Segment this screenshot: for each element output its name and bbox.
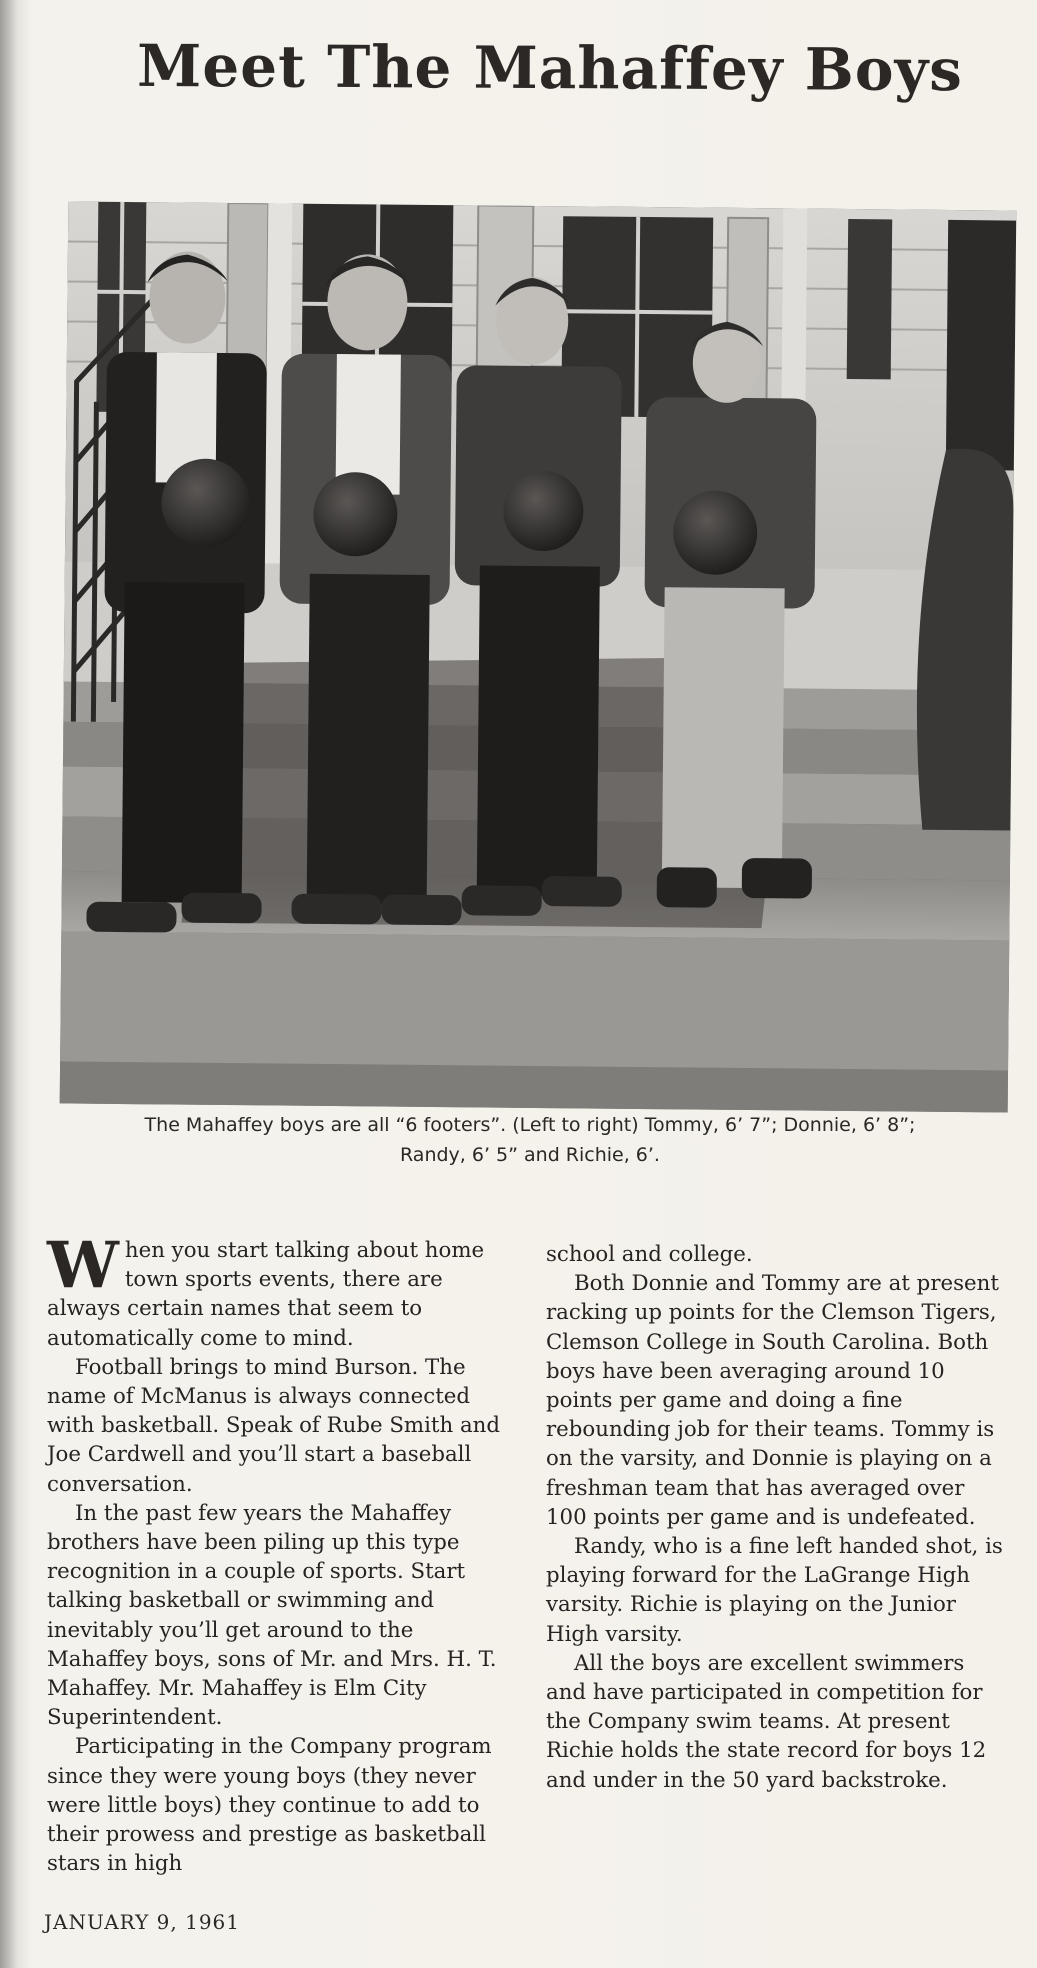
- photo-illustration: [60, 201, 1017, 1112]
- drop-cap: W: [47, 1228, 119, 1303]
- article-column-left: [47, 1228, 509, 1878]
- paragraph-1: [47, 1228, 509, 1353]
- paragraph-1-text: hen you start talking about home town sports events, there are always certain names that seem to automatically come to mind.: [47, 1238, 485, 1351]
- binding-shadow: [0, 0, 30, 1968]
- paragraph-7: All the boys are excellent swimmers and have participated in competition for the Company swim teams. At present Richie holds the state record for boys 12 and under in the 50 yard backstroke.: [546, 1650, 987, 1793]
- paragraph-3: In the past few years the Mahaffey brothers have been piling up this type recognition in a couple of sports. Start talking basketball or swimming and inevitably you’ll get around to the Mahaffey boys, sons of Mr. and Mrs. H. T. Mahaffey. Mr. Mahaffey is Elm City Superintendent.: [47, 1500, 497, 1731]
- paragraph-5: Both Donnie and Tommy are at present racking up points for the Clemson Tigers, Clemson College in South Carolina. Both boys have been averaging around 10 points per game and doing a fine rebounding job for their teams. Tommy is on the varsity, and Donnie is playing on a freshman team that has averaged over 100 points per game and is undefeated.: [546, 1271, 999, 1530]
- paragraph-2: Football brings to mind Burson. The name of McManus is always connected with basketball. Speak of Rube Smith and Joe Cardwell and you’ll start a baseball conversation.: [47, 1354, 501, 1497]
- paragraph-6: Randy, who is a fine left handed shot, is playing forward for the LaGrange High varsity. Richie is playing on the Junior High varsity.: [546, 1534, 1003, 1647]
- caption-line-2: Randy, 6’ 5” and Richie, 6’.: [400, 1144, 660, 1166]
- article-column-right: [546, 1240, 1008, 1795]
- paragraph-4-continued: school and college.: [546, 1242, 753, 1267]
- issue-date: JANUARY 9, 1961: [44, 1910, 240, 1934]
- paragraph-4: Participating in the Company program since they were young boys (they never were little boys) they continue to add to their prowess and prestige as basketball stars in high: [47, 1734, 492, 1877]
- caption-line-1: The Mahaffey boys are all “6 footers”. (Left to right) Tommy, 6’ 7”; Donnie, 6’ 8”;: [144, 1114, 916, 1136]
- article-photo: [60, 201, 1017, 1112]
- article-title: Meet The Mahaffey Boys: [136, 31, 964, 105]
- photo-caption: [50, 1110, 1010, 1170]
